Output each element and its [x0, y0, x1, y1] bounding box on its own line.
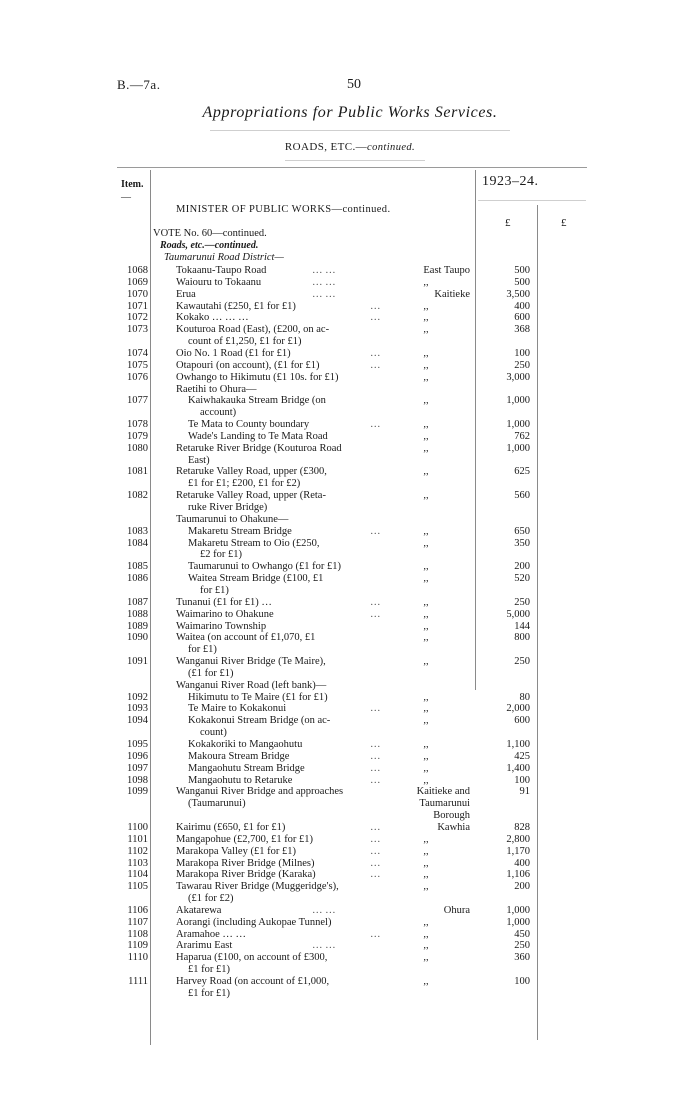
item-description: Taumarunui to Owhango (£1 for £1) — [188, 561, 341, 573]
amount: 100 — [514, 347, 530, 359]
item-description: £1 for £1; £200, £1 for £2) — [188, 478, 301, 490]
table-row — [0, 621, 700, 633]
item-description: count of £1,250, £1 for £1) — [188, 336, 302, 348]
table-row — [0, 609, 700, 621]
amount: 250 — [514, 656, 530, 668]
amount: 600 — [514, 312, 530, 324]
road-district: Kaitieke — [434, 288, 470, 300]
road-district: ,, — [423, 691, 429, 703]
road-district: ,, — [423, 608, 429, 620]
road-district: ,, — [423, 466, 429, 478]
table-row — [0, 632, 700, 656]
item-column-header: Item. — [121, 179, 144, 190]
item-description: Aramahoe … … — [176, 928, 246, 940]
year-column-header: 1923–24. — [482, 174, 539, 189]
item-description: East) — [188, 454, 210, 466]
item-description: Waiouru to Tokaanu — [176, 276, 262, 288]
item-description: Makaretu Stream to Oio (£250, — [188, 537, 320, 549]
leader-dots: … … — [312, 265, 336, 276]
leader-dots: … … — [312, 288, 336, 300]
road-district: ,, — [423, 739, 429, 750]
district-heading: Taumarunui Road District— — [164, 252, 284, 263]
leader-dots: … — [370, 312, 381, 324]
table-row — [0, 384, 700, 396]
road-district: ,, — [423, 952, 429, 964]
table-row — [0, 976, 700, 1000]
item-number: 1074 — [127, 347, 148, 359]
item-number: 1089 — [127, 620, 148, 632]
road-district: ,, — [423, 561, 429, 573]
item-description: Retaruke Valley Road, upper (£300, — [176, 466, 327, 478]
leader-dots: … — [370, 750, 381, 762]
table-row — [0, 443, 700, 467]
item-number: 1075 — [127, 359, 148, 371]
item-description: (Taumarunui) — [188, 798, 246, 810]
leader-dots: … — [370, 596, 381, 608]
road-district: Taumarunui — [419, 798, 470, 810]
amount: 1,170 — [506, 845, 530, 857]
road-district: ,, — [423, 430, 429, 442]
item-description: Wanganui River Bridge and approaches — [176, 786, 344, 798]
table-row — [0, 466, 700, 490]
road-district: ,, — [423, 940, 429, 952]
leader-dots: … — [370, 525, 381, 537]
item-number: 1090 — [127, 632, 148, 644]
item-description: Haparua (£100, on account of £300, — [176, 952, 328, 964]
document-reference: B.—7a. — [117, 77, 161, 92]
table-row — [0, 775, 700, 787]
road-district: Kawhia — [437, 821, 470, 833]
item-description: for £1) — [188, 644, 217, 656]
amount: 5,000 — [506, 608, 530, 620]
item-description: (£1 for £2) — [188, 893, 234, 905]
table-row — [0, 561, 700, 573]
leader-dots: … … — [312, 940, 336, 952]
road-district: ,, — [423, 573, 429, 585]
table-row — [0, 905, 700, 917]
table-row — [0, 324, 700, 348]
item-description: for £1) — [200, 584, 229, 596]
pound-symbol-1: £ — [505, 217, 511, 229]
item-number: 1084 — [127, 537, 148, 549]
road-district: ,, — [423, 703, 429, 715]
item-number: 1072 — [127, 312, 148, 324]
road-district: ,, — [423, 976, 429, 987]
table-row — [0, 490, 700, 514]
leader-dots: … — [370, 857, 381, 869]
item-number: 1102 — [127, 845, 148, 857]
leader-dots: … — [370, 347, 381, 359]
leader-dots: … — [370, 359, 381, 371]
table-row — [0, 265, 700, 277]
leader-dots: … — [370, 833, 381, 845]
road-district: ,, — [423, 276, 429, 288]
amount: 800 — [514, 632, 530, 644]
amount: 80 — [519, 691, 530, 703]
leader-dots: … — [370, 821, 381, 833]
road-district: ,, — [423, 359, 429, 371]
item-description: Kairimu (£650, £1 for £1) — [176, 821, 286, 833]
item-description: Te Maire to Kokakonui — [188, 703, 287, 715]
leader-dots: … — [370, 608, 381, 620]
leader-dots: … — [370, 928, 381, 940]
item-number: 1091 — [127, 656, 148, 668]
table-row — [0, 680, 700, 692]
table-row — [0, 917, 700, 929]
item-description: Retaruke Valley Road, upper (Reta- — [176, 490, 326, 502]
item-description: ruke River Bridge) — [188, 501, 268, 513]
table-row — [0, 289, 700, 301]
item-description: account) — [200, 407, 237, 419]
item-number: 1107 — [127, 916, 148, 928]
road-district: ,, — [423, 715, 429, 727]
subtitle-rule — [285, 160, 425, 161]
item-description: Harvey Road (on account of £1,000, — [176, 976, 330, 987]
leader-dots: … … — [312, 276, 336, 288]
item-column-dash: — — [121, 192, 131, 203]
item-description: Wanganui River Bridge (Te Maire), — [176, 656, 326, 668]
year-rule — [478, 200, 586, 201]
table-row — [0, 312, 700, 324]
leader-dots: … — [370, 739, 381, 750]
road-district: ,, — [423, 312, 429, 324]
road-district: ,, — [423, 300, 429, 312]
amount: 450 — [514, 928, 530, 940]
item-number: 1098 — [127, 774, 148, 786]
item-description: Waimarino to Ohakune — [176, 608, 274, 620]
item-description: Otapouri (on account), (£1 for £1) — [176, 359, 320, 371]
page-number: 50 — [347, 77, 361, 92]
table-row — [0, 301, 700, 313]
table-row — [0, 597, 700, 609]
table-row — [0, 786, 700, 822]
item-number: 1076 — [127, 371, 148, 383]
amount: 1,400 — [506, 762, 530, 774]
road-district: ,, — [423, 395, 429, 407]
table-row — [0, 692, 700, 704]
road-district: ,, — [423, 371, 429, 383]
item-description: Tunanui (£1 for £1) … — [176, 596, 272, 608]
amount: 1,100 — [506, 739, 530, 750]
item-description: Te Mata to County boundary — [188, 419, 310, 431]
road-district: Kaitieke and — [416, 786, 470, 798]
table-row — [0, 656, 700, 680]
road-district: ,, — [423, 347, 429, 359]
table-row — [0, 858, 700, 870]
amount: 250 — [514, 940, 530, 952]
item-number: 1087 — [127, 596, 148, 608]
item-number: 1095 — [127, 739, 148, 750]
table-row — [0, 514, 700, 526]
table-row — [0, 431, 700, 443]
road-district: ,, — [423, 596, 429, 608]
item-number: 1078 — [127, 419, 148, 431]
amount: 425 — [514, 750, 530, 762]
item-description: Kokako … … … — [176, 312, 249, 324]
amount: 1,000 — [506, 442, 530, 454]
amount: 500 — [514, 265, 530, 276]
amount: 3,000 — [506, 371, 530, 383]
subtitle-continued: continued. — [367, 142, 416, 153]
item-description: count) — [200, 727, 227, 739]
item-description: Mangapohue (£2,700, £1 for £1) — [176, 833, 314, 845]
minister-heading: MINISTER OF PUBLIC WORKS—continued. — [176, 204, 391, 215]
amount: 2,800 — [506, 833, 530, 845]
item-number: 1110 — [127, 952, 148, 964]
table-row — [0, 419, 700, 431]
amount: 100 — [514, 774, 530, 786]
item-description: Kokakoriki to Mangaohutu — [188, 739, 303, 750]
item-description: (£1 for £1) — [188, 667, 234, 679]
table-row — [0, 360, 700, 372]
amount: 500 — [514, 276, 530, 288]
subtitle-main: ROADS, ETC.— — [284, 141, 368, 153]
item-number: 1094 — [127, 715, 148, 727]
page-title: Appropriations for Public Works Services. — [202, 104, 498, 121]
road-district: ,, — [423, 916, 429, 928]
road-district: ,, — [423, 324, 429, 336]
item-number: 1070 — [127, 288, 148, 300]
amount: 520 — [514, 573, 530, 585]
item-description: Aorangi (including Aukopae Tunnel) — [176, 916, 332, 928]
amount: 1,000 — [506, 916, 530, 928]
amount: 1,000 — [506, 395, 530, 407]
roads-heading: Roads, etc.—continued. — [160, 240, 259, 251]
amount: 144 — [514, 620, 530, 632]
title-rule — [210, 130, 510, 131]
leader-dots: … — [370, 774, 381, 786]
item-number: 1099 — [127, 786, 148, 798]
amount: 350 — [514, 537, 530, 549]
amount: 360 — [514, 952, 530, 964]
table-row — [0, 834, 700, 846]
item-number: 1071 — [127, 300, 148, 312]
item-description: Erua — [176, 288, 196, 300]
section-subtitle — [0, 141, 700, 153]
table-row — [0, 929, 700, 941]
road-district: ,, — [423, 845, 429, 857]
item-number: 1103 — [127, 857, 148, 869]
item-description: Hikimutu to Te Maire (£1 for £1) — [188, 691, 328, 703]
road-district: ,, — [423, 750, 429, 762]
road-district: ,, — [423, 833, 429, 845]
table-row — [0, 940, 700, 952]
item-description: £1 for £1) — [188, 964, 230, 976]
table-row — [0, 881, 700, 905]
item-number: 1092 — [127, 691, 148, 703]
item-number: 1082 — [127, 490, 148, 502]
item-description: Marakopa River Bridge (Milnes) — [176, 857, 315, 869]
item-description: Waitea (on account of £1,070, £1 — [176, 632, 316, 644]
road-district: East Taupo — [423, 265, 470, 276]
item-description: Mangaohutu Stream Bridge — [188, 762, 305, 774]
leader-dots: … — [370, 869, 381, 881]
amount: 1,000 — [506, 904, 530, 916]
leader-dots: … — [370, 762, 381, 774]
item-description: Owhango to Hikimutu (£1 10s. for £1) — [176, 371, 339, 383]
road-district: ,, — [423, 442, 429, 454]
amount: 625 — [514, 466, 530, 478]
item-number: 1105 — [127, 881, 148, 893]
item-description: Tawarau River Bridge (Muggeridge's), — [176, 881, 339, 893]
amount: 200 — [514, 881, 530, 893]
item-number: 1093 — [127, 703, 148, 715]
leader-dots: … — [370, 419, 381, 431]
item-number: 1077 — [127, 395, 148, 407]
table-row — [0, 538, 700, 562]
road-district: Borough — [433, 810, 470, 822]
road-district: ,, — [423, 620, 429, 632]
amount: 762 — [514, 430, 530, 442]
amount: 3,500 — [506, 288, 530, 300]
table-row — [0, 763, 700, 775]
amount: 400 — [514, 300, 530, 312]
item-number: 1100 — [127, 821, 148, 833]
item-description: £1 for £1) — [188, 987, 230, 999]
item-number: 1085 — [127, 561, 148, 573]
pound-symbol-2: £ — [561, 217, 567, 229]
item-number: 1079 — [127, 430, 148, 442]
road-district: Ohura — [443, 904, 470, 916]
item-number: 1073 — [127, 324, 148, 336]
item-number: 1097 — [127, 762, 148, 774]
item-description: Makoura Stream Bridge — [188, 750, 290, 762]
road-district: ,, — [423, 762, 429, 774]
road-district: ,, — [423, 632, 429, 644]
table-row — [0, 869, 700, 881]
item-description: Wanganui River Road (left bank)— — [176, 679, 327, 691]
amount: 368 — [514, 324, 530, 336]
table-row — [0, 395, 700, 419]
leader-dots: … — [370, 845, 381, 857]
table-row — [0, 703, 700, 715]
item-description: Kokakonui Stream Bridge (on ac- — [188, 715, 331, 727]
item-description: Kaiwhakauka Stream Bridge (on — [188, 395, 326, 407]
table-row — [0, 822, 700, 834]
leader-dots: … … — [312, 904, 336, 916]
amount: 600 — [514, 715, 530, 727]
item-number: 1104 — [127, 869, 148, 881]
leader-dots: … — [370, 300, 381, 312]
amount: 250 — [514, 359, 530, 371]
table-row — [0, 526, 700, 538]
item-description: Ararimu East — [176, 940, 233, 952]
amount: 650 — [514, 525, 530, 537]
amount: 1,106 — [506, 869, 530, 881]
table-row — [0, 952, 700, 976]
table-row — [0, 715, 700, 739]
item-description: Waitea Stream Bridge (£100, £1 — [188, 573, 324, 585]
road-district: ,, — [423, 419, 429, 431]
item-description: Mangaohutu to Retaruke — [188, 774, 293, 786]
road-district: ,, — [423, 928, 429, 940]
item-number: 1108 — [127, 928, 148, 940]
road-district: ,, — [423, 857, 429, 869]
amount: 250 — [514, 596, 530, 608]
road-district: ,, — [423, 869, 429, 881]
road-district: ,, — [423, 881, 429, 893]
item-description: Kouturoa Road (East), (£200, on ac- — [176, 324, 330, 336]
amount: 828 — [514, 821, 530, 833]
table-row — [0, 573, 700, 597]
table-row — [0, 846, 700, 858]
table-row — [0, 739, 700, 751]
amount: 560 — [514, 490, 530, 502]
item-number: 1106 — [127, 904, 148, 916]
item-description: Tokaanu-Taupo Road — [176, 265, 267, 276]
item-number: 1088 — [127, 608, 148, 620]
road-district: ,, — [423, 537, 429, 549]
road-district: ,, — [423, 525, 429, 537]
item-number: 1069 — [127, 276, 148, 288]
item-description: £2 for £1) — [200, 549, 242, 561]
item-number: 1080 — [127, 442, 148, 454]
item-number: 1096 — [127, 750, 148, 762]
item-number: 1109 — [127, 940, 148, 952]
item-description: Marakopa River Bridge (Karaka) — [176, 869, 316, 881]
amount: 200 — [514, 561, 530, 573]
amount: 91 — [519, 786, 530, 798]
item-number: 1111 — [128, 976, 148, 987]
amount: 1,000 — [506, 419, 530, 431]
road-district: ,, — [423, 490, 429, 502]
item-number: 1081 — [127, 466, 148, 478]
item-description: Kawautahi (£250, £1 for £1) — [176, 300, 296, 312]
item-description: Akatarewa — [176, 904, 222, 916]
table-top-rule — [117, 167, 587, 168]
table-row — [0, 751, 700, 763]
item-description: Makaretu Stream Bridge — [188, 525, 292, 537]
leader-dots: … — [370, 703, 381, 715]
road-district: ,, — [423, 656, 429, 668]
item-description: Waimarino Township — [176, 620, 267, 632]
table-row — [0, 348, 700, 360]
item-number: 1086 — [127, 573, 148, 585]
table-row — [0, 277, 700, 289]
item-description: Taumarunui to Ohakune— — [176, 513, 289, 525]
amount: 100 — [514, 976, 530, 987]
item-number: 1101 — [127, 833, 148, 845]
table-row — [0, 372, 700, 384]
item-description: Raetihi to Ohura— — [176, 383, 257, 395]
item-description: Marakopa Valley (£1 for £1) — [176, 845, 296, 857]
amount: 2,000 — [506, 703, 530, 715]
amount: 400 — [514, 857, 530, 869]
item-description: Oio No. 1 Road (£1 for £1) — [176, 347, 291, 359]
item-description: Wade's Landing to Te Mata Road — [188, 430, 328, 442]
item-description: Retaruke River Bridge (Kouturoa Road — [176, 442, 342, 454]
road-district: ,, — [423, 774, 429, 786]
item-number: 1083 — [127, 525, 148, 537]
vote-heading: VOTE No. 60—continued. — [153, 228, 267, 239]
item-number: 1068 — [127, 265, 148, 276]
